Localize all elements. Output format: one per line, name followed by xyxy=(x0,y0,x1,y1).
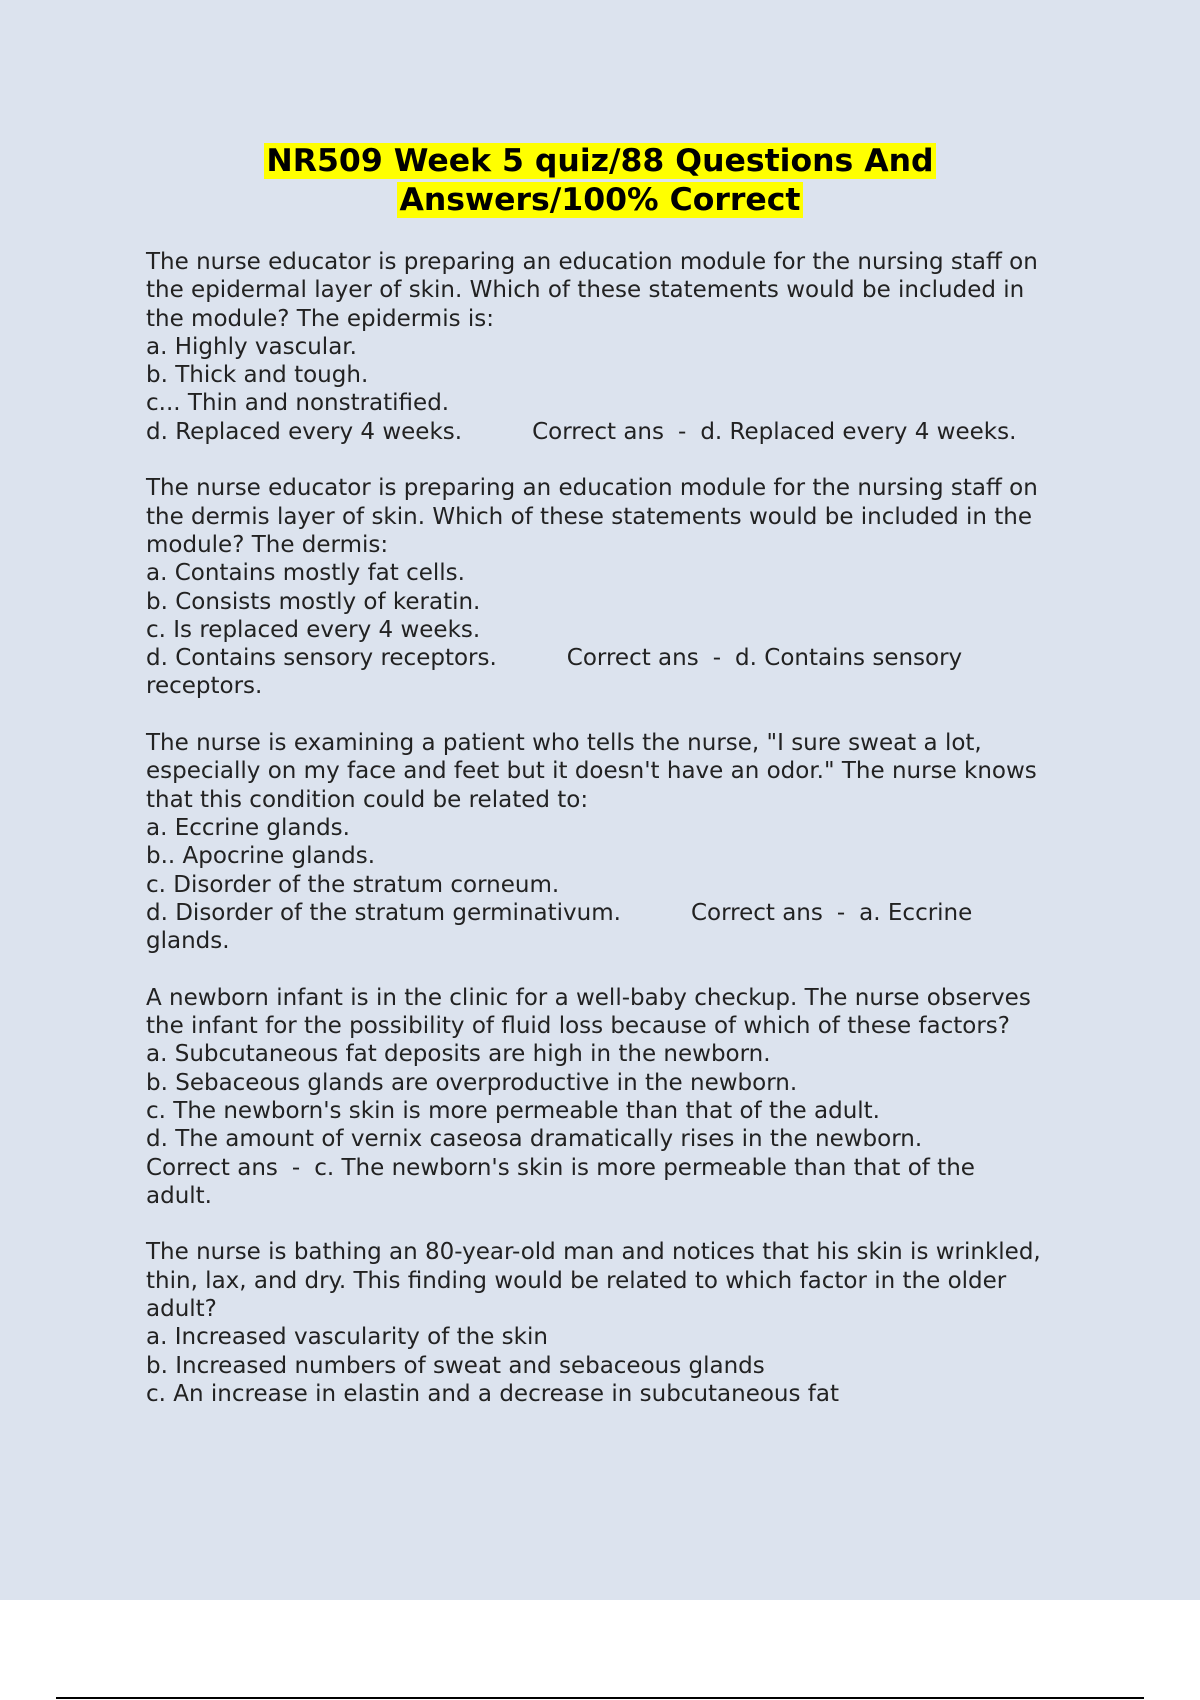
title-line-2: Answers/100% Correct xyxy=(399,182,801,218)
answer-option: d. The amount of vernix caseosa dramatically rises in the newborn. xyxy=(146,1126,923,1153)
answer-option: a. Contains mostly fat cells. xyxy=(146,560,465,587)
correct-answer-label: Correct ans xyxy=(690,899,823,926)
question-5 xyxy=(146,1238,1106,1408)
question-1 xyxy=(146,248,1106,446)
answer-option: b. Thick and tough. xyxy=(146,362,369,389)
question-stem-line: the dermis layer of skin. Which of these statements would be included in the xyxy=(146,503,1033,530)
answer-option: d. Disorder of the stratum germinativum. xyxy=(146,899,621,926)
correct-answer-dash: - xyxy=(836,899,846,926)
answer-option: c. Is replaced every 4 weeks. xyxy=(146,616,481,643)
correct-answer-label: Correct ans xyxy=(532,418,664,445)
question-stem-line: The nurse is bathing an 80-year-old man and notices that his skin is wrinkled, xyxy=(146,1239,1041,1266)
question-stem-line: The nurse is examining a patient who tells the nurse, "I sure sweat a lot, xyxy=(146,730,982,757)
answer-option-with-correct-answer xyxy=(146,899,1106,927)
question-4 xyxy=(146,984,1106,1210)
answer-option: a. Increased vascularity of the skin xyxy=(146,1324,548,1351)
answer-option: d. Replaced every 4 weeks. xyxy=(146,418,463,445)
answer-option: a. Subcutaneous fat deposits are high in the newborn. xyxy=(146,1041,771,1068)
question-stem-line: module? The dermis: xyxy=(146,531,389,558)
answer-option: b. Consists mostly of keratin. xyxy=(146,588,481,615)
correct-answer-text: d. Replaced every 4 weeks. xyxy=(700,418,1017,445)
page-divider xyxy=(56,1697,1144,1699)
correct-answer-text-continued: adult. xyxy=(146,1182,212,1209)
question-stem-line: that this condition could be related to: xyxy=(146,786,589,813)
answer-option: c. An increase in elastin and a decrease in subcutaneous fat xyxy=(146,1380,840,1407)
answer-option: c. Disorder of the stratum corneum. xyxy=(146,871,560,898)
correct-answer-text-continued: glands. xyxy=(146,928,230,955)
question-stem-line: adult? xyxy=(146,1295,217,1322)
answer-option: d. Contains sensory receptors. xyxy=(146,645,497,672)
question-3 xyxy=(146,729,1106,955)
correct-answer-text: c. The newborn's skin is more permeable than that of the xyxy=(314,1154,975,1181)
question-stem-line: especially on my face and feet but it doesn't have an odor." The nurse knows xyxy=(146,758,1037,785)
answer-option: c... Thin and nonstratified. xyxy=(146,390,450,417)
correct-answer-label: Correct ans xyxy=(146,1154,278,1181)
answer-option-with-correct-answer xyxy=(146,418,1106,446)
question-2 xyxy=(146,474,1106,700)
title-line-1: NR509 Week 5 quiz/88 Questions And xyxy=(266,143,934,179)
correct-answer-line xyxy=(146,1154,1106,1182)
answer-option: b. Increased numbers of sweat and sebaceous glands xyxy=(146,1352,765,1379)
question-stem-line: the infant for the possibility of fluid loss because of which of these factors? xyxy=(146,1013,1010,1040)
correct-answer-dash: - xyxy=(291,1154,301,1181)
question-stem-line: the epidermal layer of skin. Which of these statements would be included in xyxy=(146,277,1025,304)
answer-option: c. The newborn's skin is more permeable than that of the adult. xyxy=(146,1097,880,1124)
answer-option: a. Highly vascular. xyxy=(146,333,357,360)
question-stem-line: The nurse educator is preparing an education module for the nursing staff on xyxy=(146,249,1038,275)
correct-answer-text: d. Contains sensory xyxy=(735,645,963,672)
questions-list xyxy=(146,248,1106,1436)
question-stem-line: thin, lax, and dry. This finding would be related to which factor in the older xyxy=(146,1267,1007,1294)
document-title xyxy=(0,142,1200,220)
correct-answer-dash: - xyxy=(712,645,722,672)
question-stem-line: the module? The epidermis is: xyxy=(146,305,495,332)
correct-answer-text-continued: receptors. xyxy=(146,673,263,700)
correct-answer-dash: - xyxy=(678,418,687,445)
question-stem-line: The nurse educator is preparing an education module for the nursing staff on xyxy=(146,475,1038,502)
correct-answer-label: Correct ans xyxy=(566,645,699,672)
answer-option-with-correct-answer xyxy=(146,644,1106,672)
question-stem-line: A newborn infant is in the clinic for a well-baby checkup. The nurse observes xyxy=(146,984,1031,1011)
correct-answer-text: a. Eccrine xyxy=(859,899,973,926)
answer-option: a. Eccrine glands. xyxy=(146,814,350,841)
answer-option: b. Sebaceous glands are overproductive in the newborn. xyxy=(146,1069,798,1096)
answer-option: b.. Apocrine glands. xyxy=(146,843,376,870)
